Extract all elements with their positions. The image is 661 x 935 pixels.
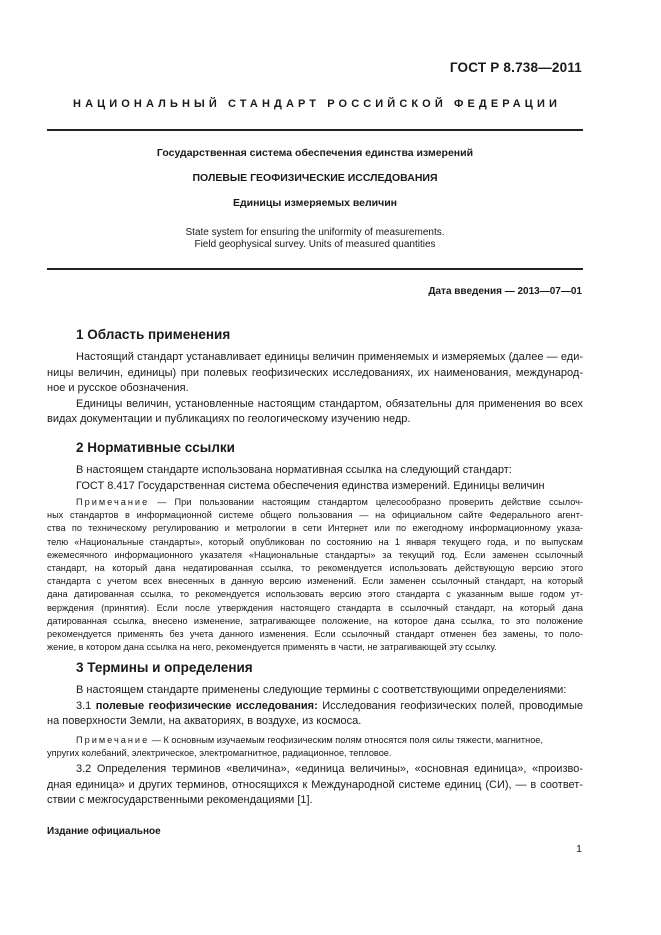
official-edition-label: Издание официальное — [47, 826, 161, 837]
text-line: В настоящем стандарте использована нормативная ссылка на следующий стандарт: — [76, 464, 512, 476]
section-3-note — [47, 734, 583, 760]
system-title: Государственная система обеспечения единства измерений — [156, 147, 474, 159]
section-2-paragraph — [47, 463, 583, 494]
text-line: верждения (принятия). Если после утверждения настоящего стандарта в ссылочный стандарт, на который дана — [47, 602, 583, 613]
note-label: Примечание — [76, 735, 150, 745]
document-name: ПОЛЕВЫЕ ГЕОФИЗИЧЕСКИЕ ИССЛЕДОВАНИЯ — [192, 172, 438, 184]
text-line: Единицы величин, установленные настоящим стандартом, обязательны для применения во всех — [76, 397, 583, 410]
text-line: В настоящем стандарте применены следующие термины с соответствующими определениями: — [76, 684, 567, 696]
text-line: ных стандартов в информационной системе общего пользования — на официальном сайте Федерального агент- — [47, 510, 583, 521]
note-label: Примечание — [76, 497, 150, 507]
referenced-standard: ГОСТ 8.417 Государственная система обеспечения единства измерений. Единицы величин — [76, 479, 545, 492]
text-line: датированная ссылка, внесено изменение, затрагивающее положение, на которое дана ссылка, то это положение — [47, 615, 583, 626]
section-3-paragraph — [47, 683, 583, 730]
section-3-2-paragraph — [47, 762, 583, 809]
text-line: — При пользовании настоящим стандартом целесообразно проверить действие ссылоч- — [157, 497, 583, 507]
english-title-line: Field geophysical survey. Units of measured quantities — [194, 239, 436, 250]
text-line: стандарта с учетом всех внесенных в данную версию изменений. Если заменен ссылочный стандарт, на который — [47, 576, 583, 587]
text-line: дная единица» и других терминов, относящихся к Международной системе единиц (СИ), — в соответ- — [47, 778, 583, 791]
section-heading-normative-references: 2 Нормативные ссылки — [76, 440, 235, 455]
text-line: жение, в котором дана ссылка на него, рекомендуется применять в части, не затрагивающей эту ссылку. — [47, 642, 497, 653]
text-line: ства по техническому регулированию и метрологии в сети Интернет или по ежегодному информационному указа- — [47, 523, 583, 534]
document-id: ГОСТ Р 8.738—2011 — [449, 60, 582, 75]
text-line: ежемесячного информационного указателя «Национальные стандарты» за текущий год. Если заменен ссылочный — [47, 549, 583, 560]
title-divider — [47, 268, 583, 270]
text-line: ное и русское обозначения. — [47, 382, 189, 395]
english-title-line: State system for ensuring the uniformity of measurements. — [185, 227, 445, 238]
standard-title: НАЦИОНАЛЬНЫЙ СТАНДАРТ РОССИЙСКОЙ ФЕДЕРАЦИИ — [73, 98, 561, 110]
term-name: полевые геофизические исследования: — [95, 699, 318, 712]
page-number: 1 — [576, 843, 582, 855]
text-line: ствии с межгосударственными рекомендациями [1]. — [47, 794, 313, 807]
text-line: телю «Национальные стандарты», который опубликован по состоянию на 1 января текущего года, и по выпускам — [47, 536, 583, 547]
section-heading-terms: 3 Термины и определения — [76, 660, 253, 675]
document-subtitle: Единицы измеряемых величин — [232, 197, 398, 209]
section-1-paragraph — [47, 350, 583, 428]
term-number: 3.1 — [76, 699, 92, 712]
text-line: рекомендуется применять без учета данного изменения. Если ссылочный стандарт отменен без замены, то поло- — [47, 629, 583, 640]
section-heading-scope: 1 Область применения — [76, 327, 231, 342]
top-divider — [47, 129, 583, 131]
text-line: на поверхности Земли, на акваториях, в воздухе, из космоса. — [47, 715, 362, 728]
text-line: видах документации и публикациях по геологическому изучению недр. — [47, 413, 411, 426]
introduction-date: Дата введения — 2013—07—01 — [428, 286, 582, 297]
text-line: стандарт, на который дана недатированная ссылка, то рекомендуется использовать действующую версию этого — [47, 563, 583, 574]
section-2-note — [47, 496, 583, 654]
term-definition: Исследования геофизических полей, проводимые — [322, 699, 583, 712]
text-line: 3.2 Определения терминов «величина», «единица величины», «основная единица», «произво- — [76, 763, 583, 775]
text-line: ницы величин, единицы) при полевых геофизических исследованиях, их наименования, международ- — [47, 366, 583, 379]
text-line: дана датированная ссылка, то рекомендуется использовать версию этого стандарта с указанным выше годом ут- — [47, 589, 583, 600]
text-line: — К основным изучаемым геофизическим полям относятся поля силы тяжести, магнитное, — [151, 735, 543, 745]
text-line: Настоящий стандарт устанавливает единицы величин применяемых и измеряемых (далее — еди- — [76, 351, 583, 363]
text-line: упругих колебаний, электрическое, электромагнитное, радиационное, тепловое. — [47, 748, 392, 759]
english-title — [47, 227, 583, 251]
